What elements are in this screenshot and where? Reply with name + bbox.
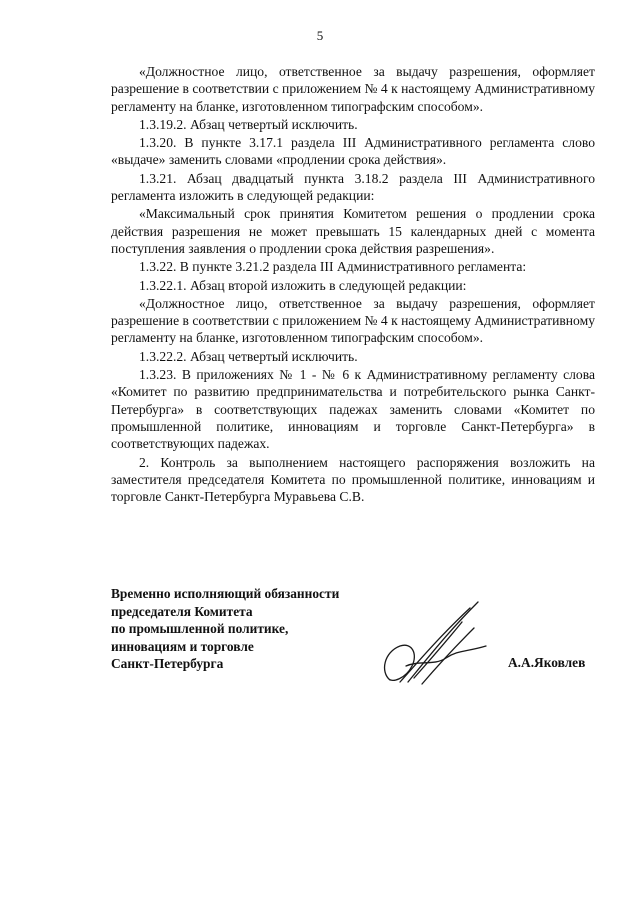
paragraph-8: «Должностное лицо, ответственное за выдачу разрешения, оформляет разрешение в соответствии с приложением № 4 к настоящему Административному регламенту на бланке, изготовленном типографским способом». (111, 295, 595, 346)
signatory-position-line: председателя Комитета (111, 603, 253, 619)
paragraph-11: 2. Контроль за выполнением настоящего распоряжения возложить на заместителя председателя Комитета по промышленной политике, инновациям и торговле Санкт-Петербурга Муравьева С.В. (111, 454, 595, 505)
paragraph-7: 1.3.22.1. Абзац второй изложить в следующей редакции: (139, 277, 467, 293)
paragraph-6: 1.3.22. В пункте 3.21.2 раздела III Административного регламента: (139, 259, 527, 275)
document-body (111, 63, 595, 506)
page-number: 5 (316, 28, 324, 43)
signatory-position-line: по промышленной политике, (111, 621, 289, 636)
paragraph-5: «Максимальный срок принятия Комитетом решения о продлении срока действия разрешения не может превышать 15 календарных дней с момента поступления заявления о продлении срока действия разрешения». (111, 206, 595, 256)
paragraph-2: 1.3.19.2. Абзац четвертый исключить. (139, 116, 358, 132)
signatory-position (111, 585, 339, 673)
signatory-name: А.А.Яковлев (508, 655, 586, 670)
signatory-position-line: инновациям и торговле (111, 638, 254, 654)
paragraph-1: «Должностное лицо, ответственное за выдачу разрешения, оформляет разрешение в соответствии с приложением № 4 к настоящему Административному регламенту на бланке, изготовленном типографским способом». (111, 64, 595, 114)
paragraph-4: 1.3.21. Абзац двадцатый пункта 3.18.2 раздела III Административного регламента изложить в следующей редакции: (111, 170, 595, 204)
paragraph-10: 1.3.23. В приложениях № 1 - № 6 к Административному регламенту слова «Комитет по развитию предпринимательства и потребительского рынка Санкт-Петербурга» в соответствующих падежах заменить словами «Комитет по промышленной политике, инновациям и торговле Санкт-Петербурга» в соответствующих падежах. (111, 367, 595, 452)
signatory-position-line: Временно исполняющий обязанности (111, 586, 340, 601)
handwritten-signature (378, 600, 496, 690)
paragraph-9: 1.3.22.2. Абзац четвертый исключить. (139, 348, 358, 364)
paragraph-3: 1.3.20. В пункте 3.17.1 раздела III Административного регламента слово «выдаче» заменить словами «продлении срока действия». (111, 135, 595, 168)
signatory-position-line: Санкт-Петербурга (111, 656, 224, 671)
